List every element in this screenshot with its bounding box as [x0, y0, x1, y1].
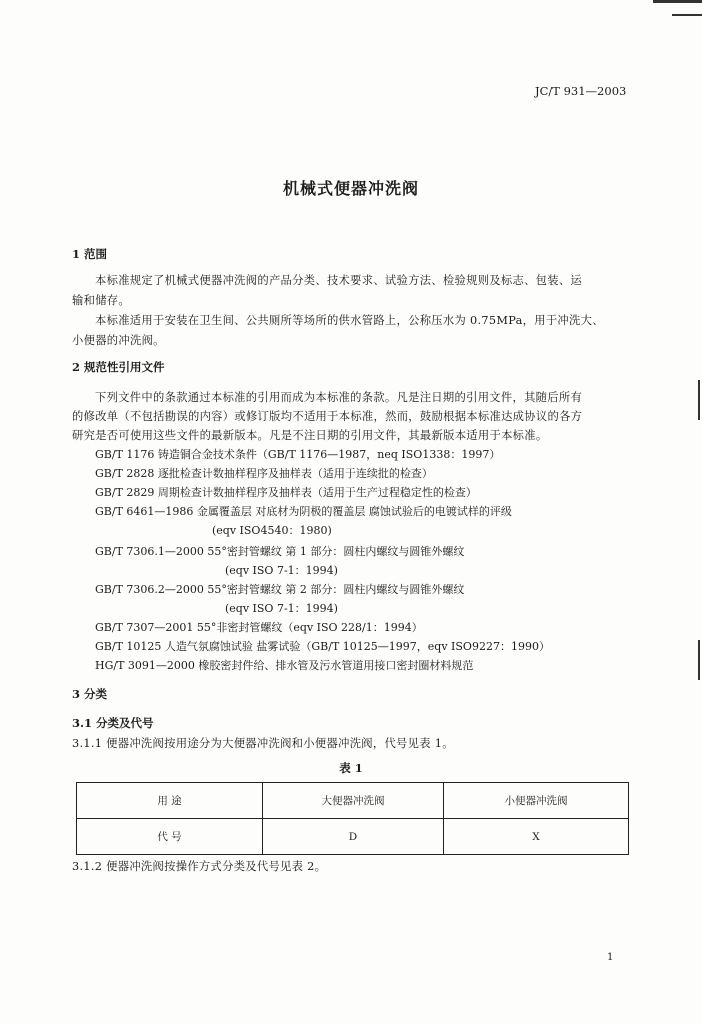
reference-item: GB/T 7306.2—2000 55°密封管螺纹 第 2 部分：圆柱内螺纹与圆锥外螺纹 [95, 583, 465, 596]
scan-mark [698, 380, 700, 420]
scan-mark [653, 0, 702, 3]
paragraph-line: 本标准规定了机械式便器冲洗阀的产品分类、技术要求、试验方法、检验规则及标志、包装、运 [95, 274, 583, 287]
paragraph-line: 研究是否可使用这些文件的最新版本。凡是不注日期的引用文件，其最新版本适用于本标准。 [72, 429, 548, 442]
table-cell: D [263, 819, 444, 855]
section-heading-scope: 1 范围 [72, 247, 108, 261]
document-code: JC/T 931—2003 [535, 84, 627, 98]
reference-item: GB/T 2829 周期检查计数抽样程序及抽样表（适用于生产过程稳定性的检查） [95, 486, 477, 499]
scan-mark [698, 640, 700, 680]
reference-item: GB/T 7306.1—2000 55°密封管螺纹 第 1 部分：圆柱内螺纹与圆锥外螺纹 [95, 545, 465, 558]
clause-text: 3.1.1 便器冲洗阀按用途分为大便器冲洗阀和小便器冲洗阀，代号见表 1。 [72, 737, 454, 750]
paragraph-line: 本标准适用于安装在卫生间、公共厕所等场所的供水管路上，公称压水为 0.75MPa，用于冲洗大、 [95, 314, 604, 327]
table-cell: 用 途 [77, 783, 263, 819]
reference-item: GB/T 2828 逐批检查计数抽样程序及抽样表（适用于连续批的检查） [95, 467, 433, 480]
reference-item: GB/T 1176 铸造铜合金技术条件（GB/T 1176—1987，neq ISO1338：1997） [95, 448, 501, 461]
table-title: 表 1 [339, 761, 363, 775]
section-heading-classification: 3 分类 [72, 687, 108, 701]
paragraph-line: 输和储存。 [72, 294, 130, 307]
reference-item: GB/T 6461—1986 金属覆盖层 对底材为阴极的覆盖层 腐蚀试验后的电镀试样的评级 [95, 505, 512, 518]
scan-mark [672, 14, 702, 16]
classification-table [76, 782, 629, 855]
page-number: 1 [607, 952, 614, 963]
table-cell: 大便器冲洗阀 [263, 783, 444, 819]
table-cell: X [444, 819, 629, 855]
document-title: 机械式便器冲洗阀 [282, 179, 419, 198]
table-cell: 代 号 [77, 819, 263, 855]
paragraph-line: 下列文件中的条款通过本标准的引用而成为本标准的条款。凡是注日期的引用文件，其随后所有 [95, 391, 583, 404]
reference-item: GB/T 7307—2001 55°非密封管螺纹（eqv ISO 228/1：1994） [95, 621, 423, 634]
reference-item: GB/T 10125 人造气氛腐蚀试验 盐雾试验（GB/T 10125—1997，eqv ISO9227：1990） [95, 640, 550, 653]
paragraph-line: 的修改单（不包括勘误的内容）或修订版均不适用于本标准，然而，鼓励根据本标准达成协议的各方 [72, 410, 583, 423]
clause-text: 3.1.2 便器冲洗阀按操作方式分类及代号见表 2。 [72, 860, 327, 873]
table-row [77, 819, 629, 855]
reference-item: (eqv ISO 7-1：1994) [225, 564, 338, 577]
reference-item: (eqv ISO 7-1：1994) [225, 602, 338, 615]
table-cell: 小便器冲洗阀 [444, 783, 629, 819]
subsection-heading: 3.1 分类及代号 [72, 716, 154, 730]
section-heading-normative: 2 规范性引用文件 [72, 360, 165, 374]
reference-item: (eqv ISO4540：1980) [212, 524, 332, 537]
table-row [77, 783, 629, 819]
paragraph-line: 小便器的冲洗阀。 [72, 334, 165, 347]
reference-item: HG/T 3091—2000 橡胶密封件给、排水管及污水管道用接口密封圈材料规范 [95, 659, 474, 672]
